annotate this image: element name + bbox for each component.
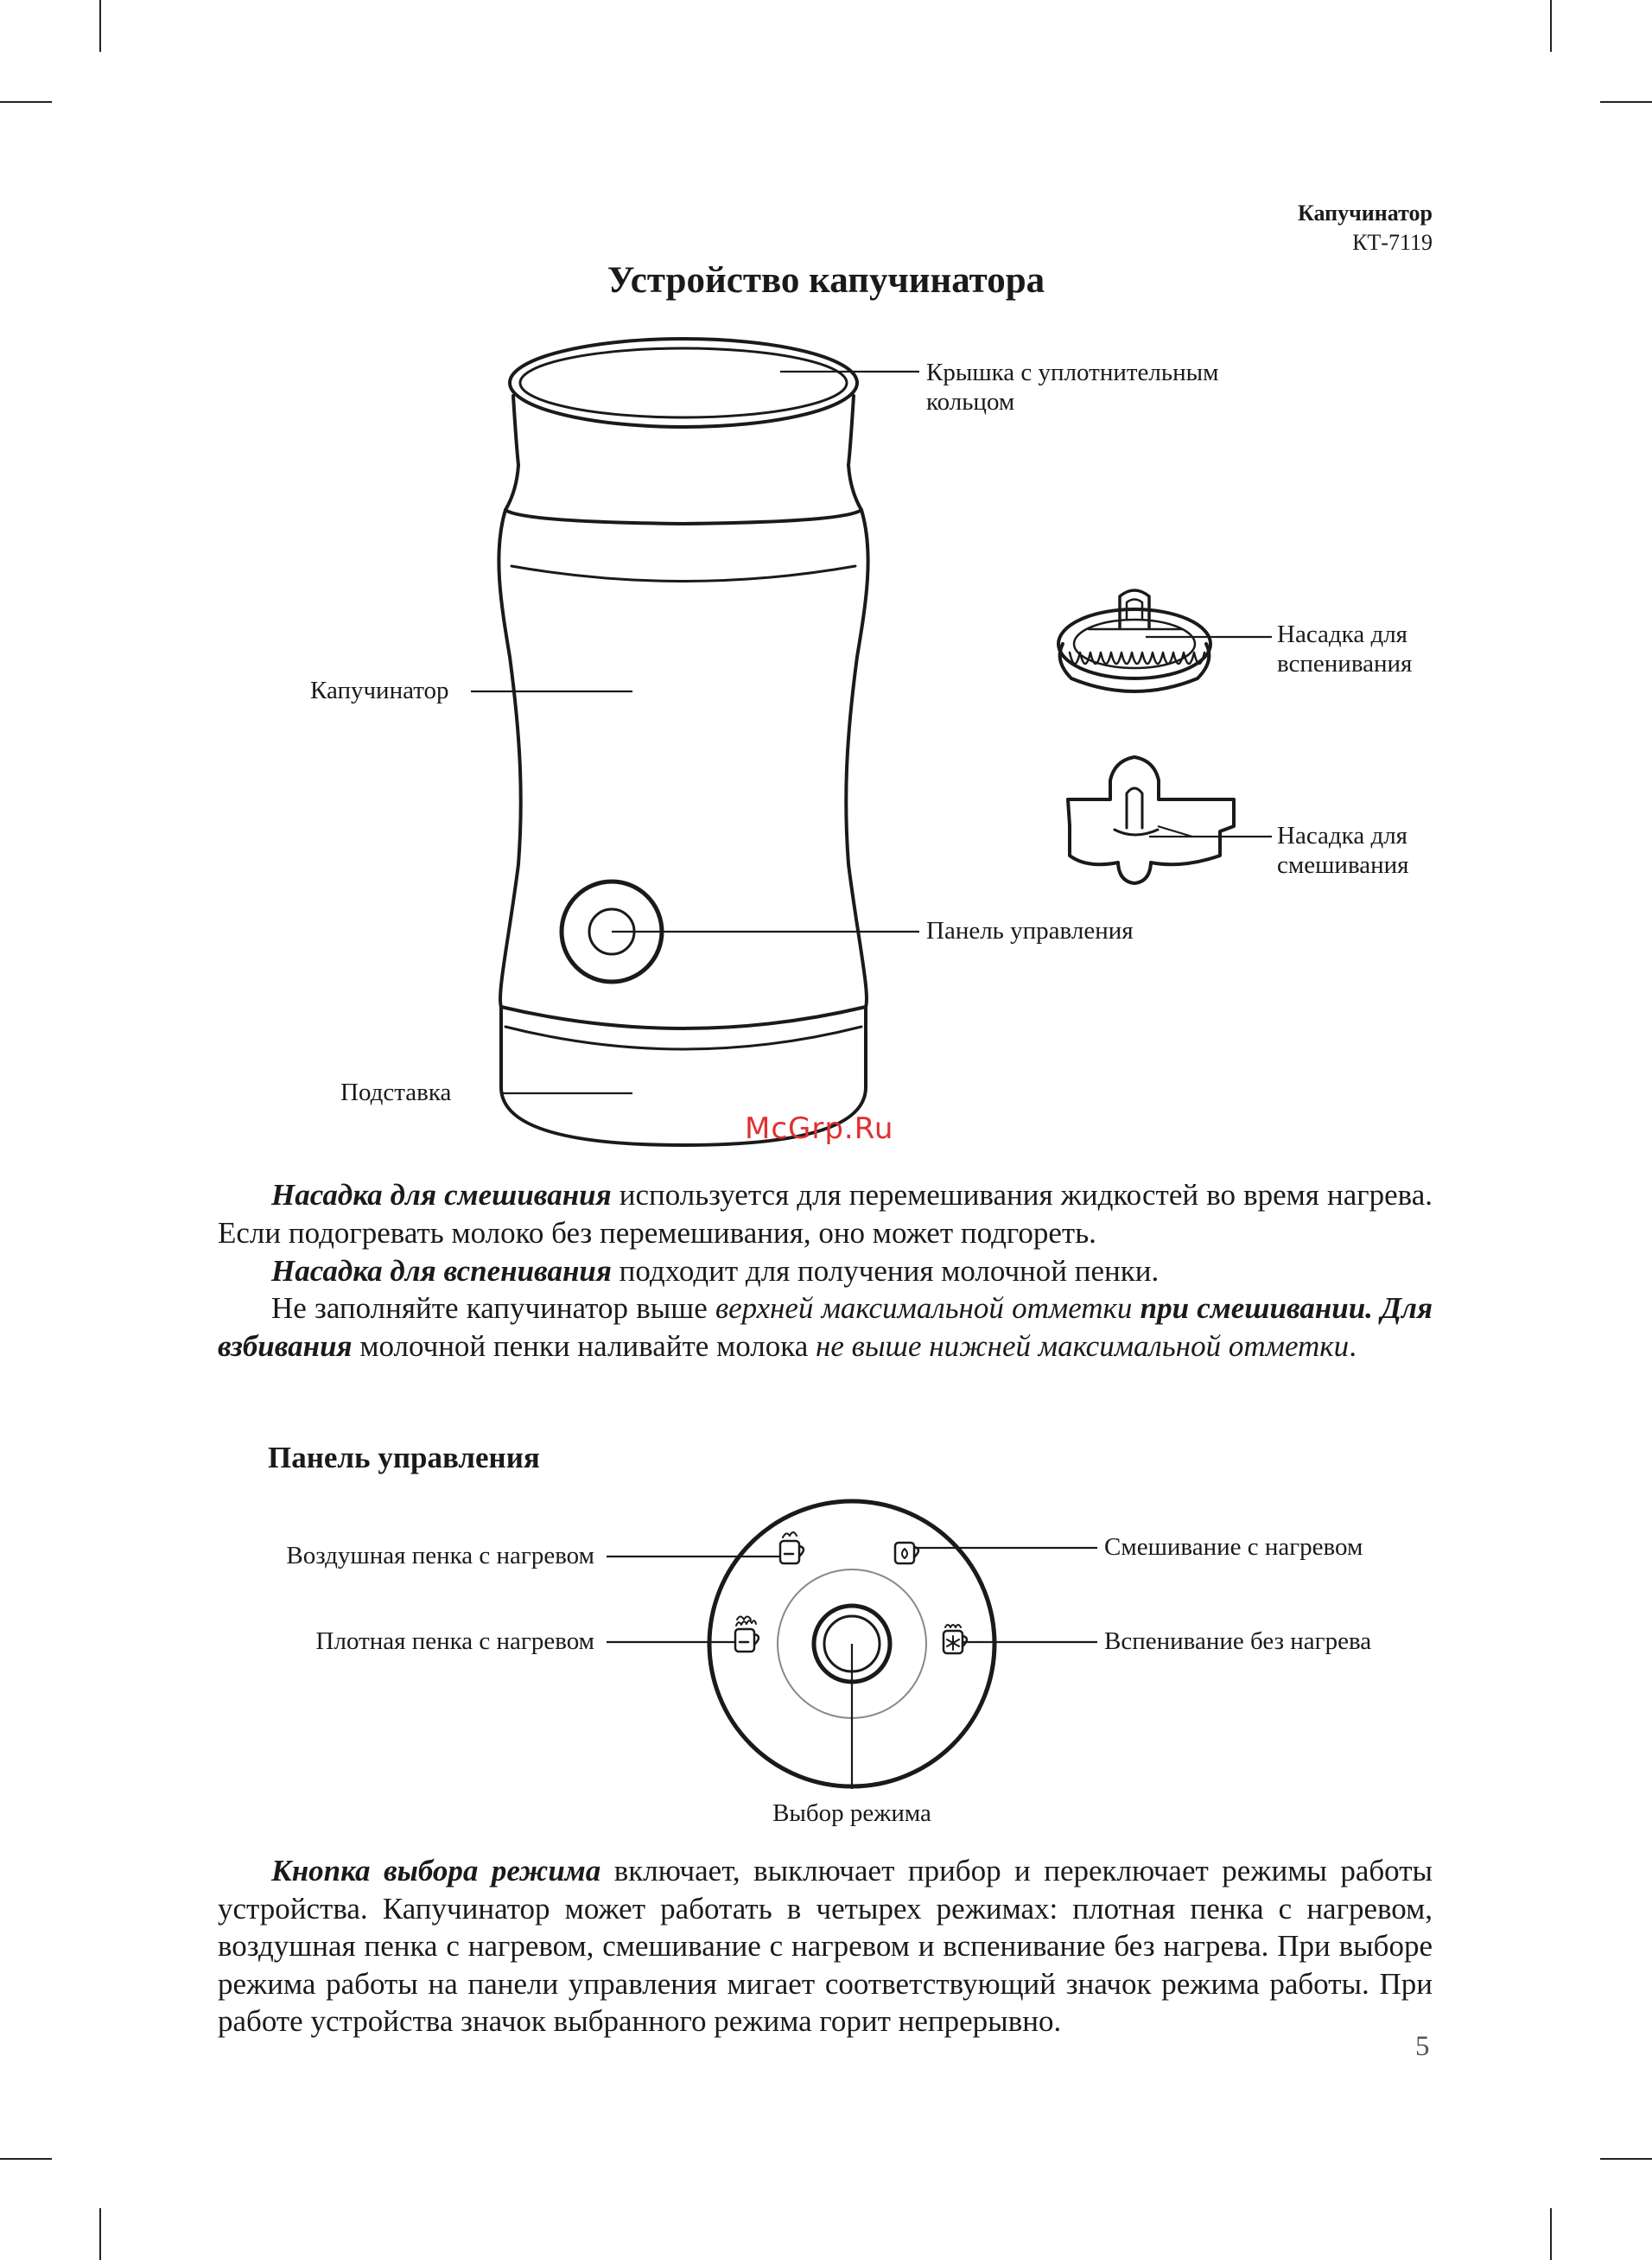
page-title: Устройство капучинатора <box>607 260 1045 301</box>
cup-icon-mixing-heat <box>895 1543 918 1563</box>
paragraph-mode-button <box>218 1852 1433 2040</box>
cappuccinator-illustration <box>499 339 867 1145</box>
label-airy-foam-heated: Воздушная пенка с нагревом <box>286 1542 594 1569</box>
space <box>1132 1291 1140 1325</box>
term-mixing-attachment: Насадка для смешивания <box>271 1178 612 1212</box>
label-body: Капучинатор <box>310 677 449 704</box>
paragraph-fill-warning <box>218 1289 1433 1365</box>
label-lid-line2: кольцом <box>926 388 1015 416</box>
cup-icon-airy-foam <box>780 1532 804 1563</box>
section-heading: Панель управления <box>268 1441 540 1474</box>
label-mode-select: Выбор режима <box>772 1799 931 1827</box>
mixing-attachment-illustration <box>1068 757 1234 883</box>
label-dense-foam-heated: Плотная пенка с нагревом <box>315 1627 594 1655</box>
cup-icon-dense-foam <box>735 1617 759 1652</box>
term-whisk-attachment: Насадка для вспенивания <box>271 1254 612 1288</box>
paragraph-text: . <box>1349 1328 1357 1363</box>
term-mode-button: Кнопка выбора режима <box>271 1854 601 1888</box>
bold-phrase: при смешивании. Для взбивания <box>218 1291 1433 1363</box>
label-whisk-line2: вспенивания <box>1277 650 1413 678</box>
label-mixing-heated: Смешивание с нагревом <box>1104 1533 1363 1561</box>
paragraph-text: включает, выключает прибор и переключает режимы работы устройства. Капучинатор может работать в четырех режимах: плотная пенка с нагревом, воздушная пенка с нагревом, смешивание с нагревом и вспенивание без нагрева. При выборе режима работы на панели управления мигает соответствующий значок режима работы. При работе устройства значок выбранного режима горит непрерывно. <box>218 1854 1433 2038</box>
italic-phrase: не выше нижней максимальной отметки <box>815 1328 1350 1363</box>
header-product: Капучинатор <box>1298 201 1433 226</box>
cup-icon-foaming-cold <box>944 1625 967 1653</box>
paragraph-whisk-attachment <box>218 1252 1433 1290</box>
header-model: КТ-7119 <box>1352 230 1433 255</box>
italic-phrase: верхней максимальной отметки <box>715 1291 1133 1325</box>
label-whisk-line1: Насадка для <box>1277 621 1408 648</box>
label-lid-line1: Крышка с уплотнительным <box>926 359 1219 386</box>
label-foaming-no-heat: Вспенивание без нагрева <box>1104 1627 1372 1655</box>
paragraph-text: используется для перемешивания жидкостей во время нагрева. Если подогревать молоко без перемешивания, оно может подгореть. <box>218 1178 1433 1250</box>
label-mixer-line2: смешивания <box>1277 851 1409 879</box>
label-mixer-line1: Насадка для <box>1277 822 1408 850</box>
leader-lines <box>471 372 1272 1789</box>
paragraph-text: молочной пенки наливайте молока <box>352 1328 816 1363</box>
label-base: Подставка <box>340 1079 452 1106</box>
watermark: McGrp.Ru <box>745 1111 894 1146</box>
whisk-attachment-illustration <box>1058 590 1210 691</box>
label-control-panel: Панель управления <box>926 917 1134 945</box>
paragraph-mixing-attachment <box>218 1176 1433 1251</box>
paragraph-text: подходит для получения молочной пенки. <box>611 1254 1160 1288</box>
page-number: 5 <box>1415 2031 1430 2062</box>
paragraph-text: Не заполняйте капучинатор выше <box>271 1291 715 1325</box>
